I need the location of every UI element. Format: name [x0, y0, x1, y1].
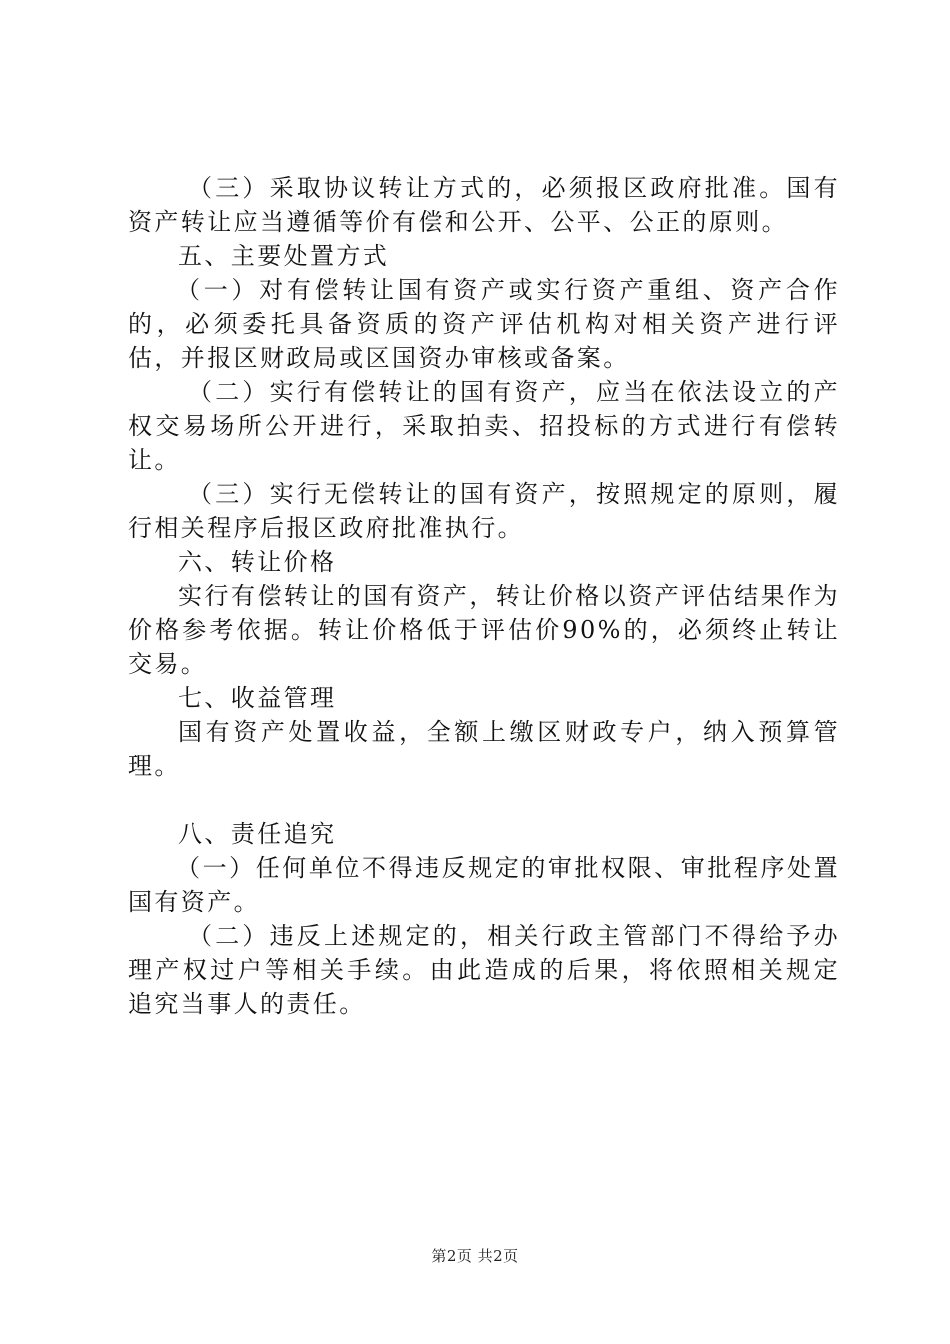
paragraph-item-2-paid-transfer: （二）实行有偿转让的国有资产，应当在依法设立的产权交易场所公开进行，采取拍卖、招投标的方式进行有偿转让。 — [128, 378, 840, 474]
section-heading-5: 五、主要处置方式 — [178, 242, 390, 270]
paragraph-item-1-asset-evaluation: （一）对有偿转让国有资产或实行资产重组、资产合作的，必须委托具备资质的资产评估机构对相关资产进行评估，并报区财政局或区国资办审核或备案。 — [128, 276, 840, 372]
document-body — [128, 171, 840, 1021]
section-heading-8: 八、责任追究 — [178, 820, 337, 848]
section-heading-7: 七、收益管理 — [178, 684, 337, 712]
paragraph-transfer-price: 实行有偿转让的国有资产，转让价格以资产评估结果作为价格参考依据。转让价格低于评估价90%的，必须终止转让交易。 — [128, 582, 840, 678]
paragraph-item-3-agreement-transfer: （三）采取协议转让方式的，必须报区政府批准。国有资产转让应当遵循等价有偿和公开、公平、公正的原则。 — [128, 174, 840, 236]
page-number-footer: 第2页 共2页 — [431, 1247, 519, 1265]
paragraph-revenue-management: 国有资产处置收益，全额上缴区财政专户，纳入预算管理。 — [128, 718, 840, 780]
paragraph-item-2-accountability: （二）违反上述规定的，相关行政主管部门不得给予办理产权过户等相关手续。由此造成的后果，将依照相关规定追究当事人的责任。 — [128, 922, 840, 1018]
paragraph-item-3-free-transfer: （三）实行无偿转让的国有资产，按照规定的原则，履行相关程序后报区政府批准执行。 — [128, 480, 840, 542]
paragraph-item-1-approval-limits: （一）任何单位不得违反规定的审批权限、审批程序处置国有资产。 — [128, 854, 840, 916]
section-heading-6: 六、转让价格 — [178, 548, 337, 576]
